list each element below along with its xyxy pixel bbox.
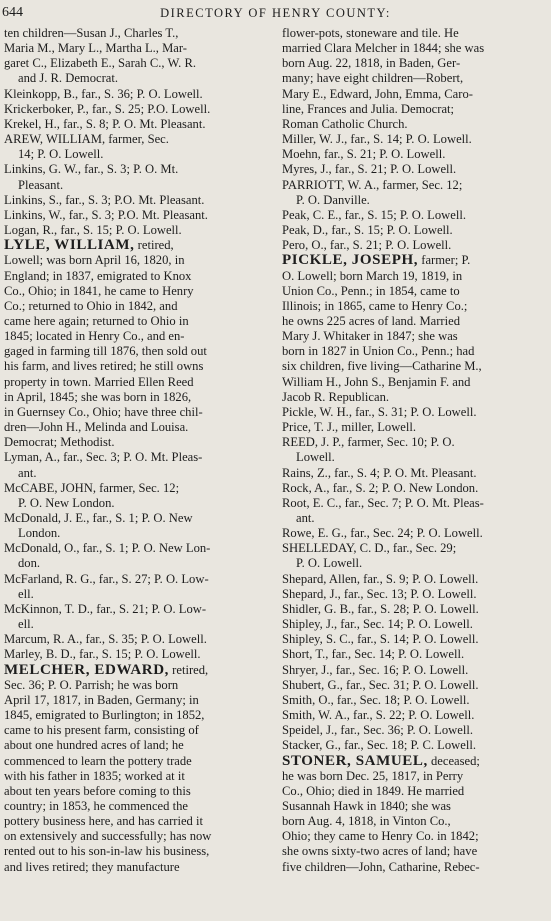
entry-mccabe: McCABE, JOHN, farmer, Sec. 12; P. O. New London. [4, 480, 180, 510]
entry-short: Short, T., far., Sec. 14; P. O. Lowell. [282, 647, 465, 662]
name-heading: PICKLE, JOSEPH, [282, 252, 419, 269]
entry-mcdonald-o: McDonald, O., far., S. 1; P. O. New Lon- don. [4, 541, 211, 571]
entry-lyle: LYLE, WILLIAM, retired, Lowell; was born April 16, 1820, in England; in 1837, emigrated to Knox Co., Ohio; in 1841, he came to Henry Co.; returned to Ohio in 1842, and came here again; returned to Ohio in 1845; located in Henry Co., and en- gaged in farming till 1876, then sold out his farm, and lives retired; he still owns property in town. Married Ellen Reed in April, 1845; she was born in 1826, in Guernsey Co., Ohio; have three chil- dren—John H., Melinda and Louisa. Democrat; Methodist. [4, 237, 207, 450]
entry-miller: Miller, W. J., far., S. 14; P. O. Lowell. [282, 132, 472, 147]
entry-linkins-gw: Linkins, G. W., far., S. 3; P. O. Mt. Pleasant. [4, 162, 179, 192]
entry-linkins-s: Linkins, S., far., S. 3; P.O. Mt. Pleasant. [4, 192, 205, 207]
name-heading: MELCHER, EDWARD, [4, 661, 170, 678]
entry-shelleday: SHELLEDAY, C. D., far., Sec. 29; P. O. Lowell. [282, 541, 457, 571]
entry-lyman: Lyman, A., far., Sec. 3; P. O. Mt. Pleas- ant. [4, 450, 203, 480]
entry-mcdonald-je: McDonald, J. E., far., S. 1; P. O. New London. [4, 511, 193, 541]
entry-stoner: STONER, SAMUEL, deceased; he was born Dec. 25, 1817, in Perry Co., Ohio; died in 1849. He married Susannah Hawk in 1840; she was born Aug. 4, 1818, in Vinton Co., Ohio; they came to Henry Co. in 1842; she owns sixty-two acres of land; have five children—John, Catharine, Rebec- [282, 752, 480, 874]
entry-price: Price, T. J., miller, Lowell. [282, 420, 417, 435]
entry-shepard-j: Shepard, J., far., Sec. 13; P. O. Lowell. [282, 586, 477, 601]
entry-melcher-continued: flower-pots, stoneware and tile. He married Clara Melcher in 1844; she was born Aug. 22, 1818, in Baden, Ger- many; have eight children—Robert, Mary E., Edward, John, Emma, Caro- line, Frances and Julia. Democrat; Roman Catholic Church. [282, 26, 485, 131]
page-header [0, 4, 551, 22]
entry-shipley-j: Shipley, J., far., Sec. 14; P. O. Lowell. [282, 617, 473, 632]
entry-smith-wa: Smith, W. A., far., S. 22; P. O. Lowell. [282, 708, 475, 723]
entry-smith-o: Smith, O., far., Sec. 18; P. O. Lowell. [282, 692, 470, 707]
entry-mcfarland: McFarland, R. G., far., S. 27; P. O. Low- ell. [4, 571, 209, 601]
entry-continuation: ten children—Susan J., Charles T., Maria M., Mary L., Martha L., Mar- garet C., Elizabeth E., Sarah C., W. R. and J. R. Democrat. [4, 26, 197, 86]
entry-kleinkopp: Kleinkopp, B., far., S. 36; P. O. Lowell. [4, 86, 203, 101]
entry-mckinnon: McKinnon, T. D., far., S. 21; P. O. Low- ell. [4, 601, 207, 632]
entry-moehn: Moehn, far., S. 21; P. O. Lowell. [282, 147, 446, 162]
entry-marcum: Marcum, R. A., far., S. 35; P. O. Lowell. [4, 632, 207, 647]
left-column [4, 26, 270, 921]
entry-shepard-allen: Shepard, Allen, far., S. 9; P. O. Lowell. [282, 571, 479, 586]
entry-larew: AREW, WILLIAM, farmer, Sec. 14; P. O. Lowell. [4, 132, 169, 162]
entry-root: Root, E. C., far., Sec. 7; P. O. Mt. Pleas- ant. [282, 495, 484, 525]
entry-melcher: MELCHER, EDWARD, retired, Sec. 36; P. O. Parrish; he was born April 17, 1817, in Baden, Germany; in 1845, emigrated to Burlington; in 1852, came to his present farm, consisting of about one hundred acres of land; he commenced to learn the pottery trade with his father in 1835; worked at it about ten years before coming to this country; in 1853, he commenced the pottery business here, and has carried it on extensively and successfully; has now rented out to his son-in-law his business, and lives retired; they manufacture [4, 661, 212, 874]
entry-rowe: Rowe, E. G., far., Sec. 24; P. O. Lowell. [282, 526, 483, 541]
entry-krickerboker: Krickerboker, P., far., S. 25; P.O. Lowell. [4, 101, 211, 116]
right-column [282, 26, 548, 921]
entry-rains: Rains, Z., far., S. 4; P. O. Mt. Pleasant. [282, 465, 477, 480]
entry-logan: Logan, R., far., S. 15; P. O. Lowell. [4, 223, 182, 238]
entry-krekel: Krekel, H., far., S. 8; P. O. Mt. Pleasant. [4, 116, 206, 131]
entry-shipley-sc: Shipley, S. C., far., S. 14; P. O. Lowell. [282, 632, 479, 647]
entry-myres: Myres, J., far., S. 21; P. O. Lowell. [282, 162, 457, 177]
entry-stacker: Stacker, G., far., Sec. 18; P. C. Lowell. [282, 738, 476, 753]
entry-rock: Rock, A., far., S. 2; P. O. New London. [282, 480, 479, 495]
page-title: DIRECTORY OF HENRY COUNTY: [160, 6, 391, 20]
entry-shidler: Shidler, G. B., far., S. 28; P. O. Lowell. [282, 601, 479, 616]
entry-marley: Marley, B. D., far., S. 15; P. O. Lowell. [4, 647, 201, 662]
page-number: 644 [2, 5, 23, 20]
entry-shubert: Shubert, G., far., Sec. 31; P. O. Lowell. [282, 677, 479, 692]
name-heading: STONER, SAMUEL, [282, 752, 428, 769]
entry-pero: Pero, O., far., S. 21; P. O. Lowell. [282, 238, 452, 253]
entry-peak-ce: Peak, C. E., far., S. 15; P. O. Lowell. [282, 207, 466, 222]
entry-pickle-joseph: PICKLE, JOSEPH, farmer; P. O. Lowell; born March 19, 1819, in Union Co., Penn.; in 1854, came to Illinois; in 1865, came to Henry Co.; he owns 225 acres of land. Married Mary J. Whitaker in 1847; she was born in 1827 in Union Co., Penn.; had six children, five living—Catharine M., William H., John S., Benjamin F. and Jacob R. Republican. [282, 252, 482, 404]
entry-speidel: Speidel, J., far., Sec. 36; P. O. Lowell. [282, 723, 473, 738]
entry-parriott: PARRIOTT, W. A., farmer, Sec. 12; P. O. Danville. [282, 177, 463, 207]
entry-pickle-wh: Pickle, W. H., far., S. 31; P. O. Lowell. [282, 404, 477, 419]
entry-peak-d: Peak, D., far., S. 15; P. O. Lowell. [282, 223, 453, 238]
name-heading: LYLE, WILLIAM, [4, 237, 135, 254]
entry-shryer: Shryer, J., far., Sec. 16; P. O. Lowell. [282, 662, 469, 677]
entry-linkins-w: Linkins, W., far., S. 3; P.O. Mt. Pleasant. [4, 207, 208, 222]
entry-reed: REED, J. P., farmer, Sec. 10; P. O. Lowell. [282, 435, 455, 465]
